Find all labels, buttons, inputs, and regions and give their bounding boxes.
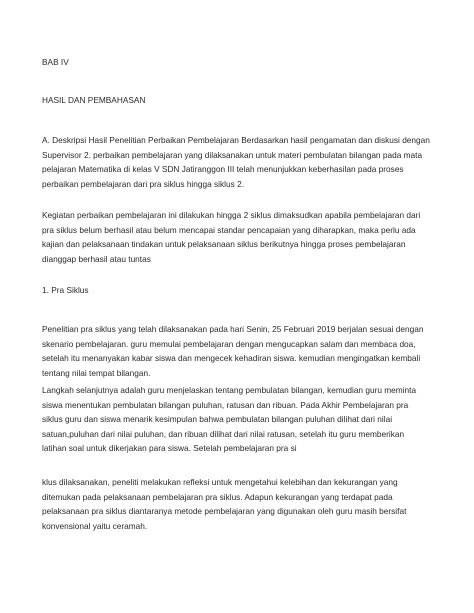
kegiatan-paragraph: Kegiatan perbaikan pembelajaran ini dilakukan hingga 2 siklus dimaksudkan apabila pembelajaran dari pra siklus belum berhasil atau belum mencapai standar pencapaian yang diharapkan, maka perlu ada kajian dan pelaksanaan tindakan untuk pelaksanaan siklus berikutnya hingga proses pembelajaran dianggap berhasil atau tuntas — [42, 210, 421, 264]
penelitian-paragraph: Penelitian pra siklus yang telah dilaksanakan pada hari Senin, 25 Februari 2019 berjalan sesuai dengan skenario pembelajaran. guru memulai pembelajaran dengan mengucapkan salam dan membaca doa, setelah itu menanyakan kabar siswa dan mengecek kehadiran siswa. kemudian mengingatkan kembali tentang nilai tempat bilangan. — [42, 324, 424, 378]
pra-siklus-subheading: 1. Pra Siklus — [42, 285, 89, 295]
klus-paragraph: klus dilaksanakan, peneliti melakukan refleksi untuk mengetahui kelebihan dan kekurangan yang ditemukan pada pelaksanaan pembelajaran pra siklus. Adapun kekurangan yang terdapat pada pelaksanaan pra siklus diantaranya metode pembelajaran yang digunakan oleh guru masih bersifat konvensional yaitu ceramah. — [42, 477, 407, 531]
chapter-title: HASIL DAN PEMBAHASAN — [42, 95, 146, 105]
langkah-paragraph: Langkah selanjutnya adalah guru menjelaskan tentang pembulatan bilangan, kemudian guru meminta siswa menentukan pembulatan bilangan puluhan, ratusan dan ribuan. Pada Akhir Pembelajaran pra siklus guru dan siswa menarik kesimpulan bahwa pembulatan bilangan puluhan dilihat dari nilai satuan,puluhan dari nilai puluhan, dan ribuan dilihat dari nilai ratusan, setelah itu guru memberikan latihan soal untuk dikerjakan para siswa. Setelah pembelajaran pra si — [42, 385, 417, 453]
chapter-heading: BAB IV — [42, 57, 69, 67]
section-a-paragraph: A. Deskripsi Hasil Penelitian Perbaikan Pembelajaran Berdasarkan hasil pengamatan dan diskusi dengan Supervisor 2. perbaikan pembelajaran yang dilaksanakan untuk materi pembulatan bilangan pada mata pelajaran Matematika di kelas V SDN Jatiranggon III telah menunjukkan keberhasilan pada proses perbaikan pembelajaran dari pra siklus hingga siklus 2. — [42, 135, 430, 189]
